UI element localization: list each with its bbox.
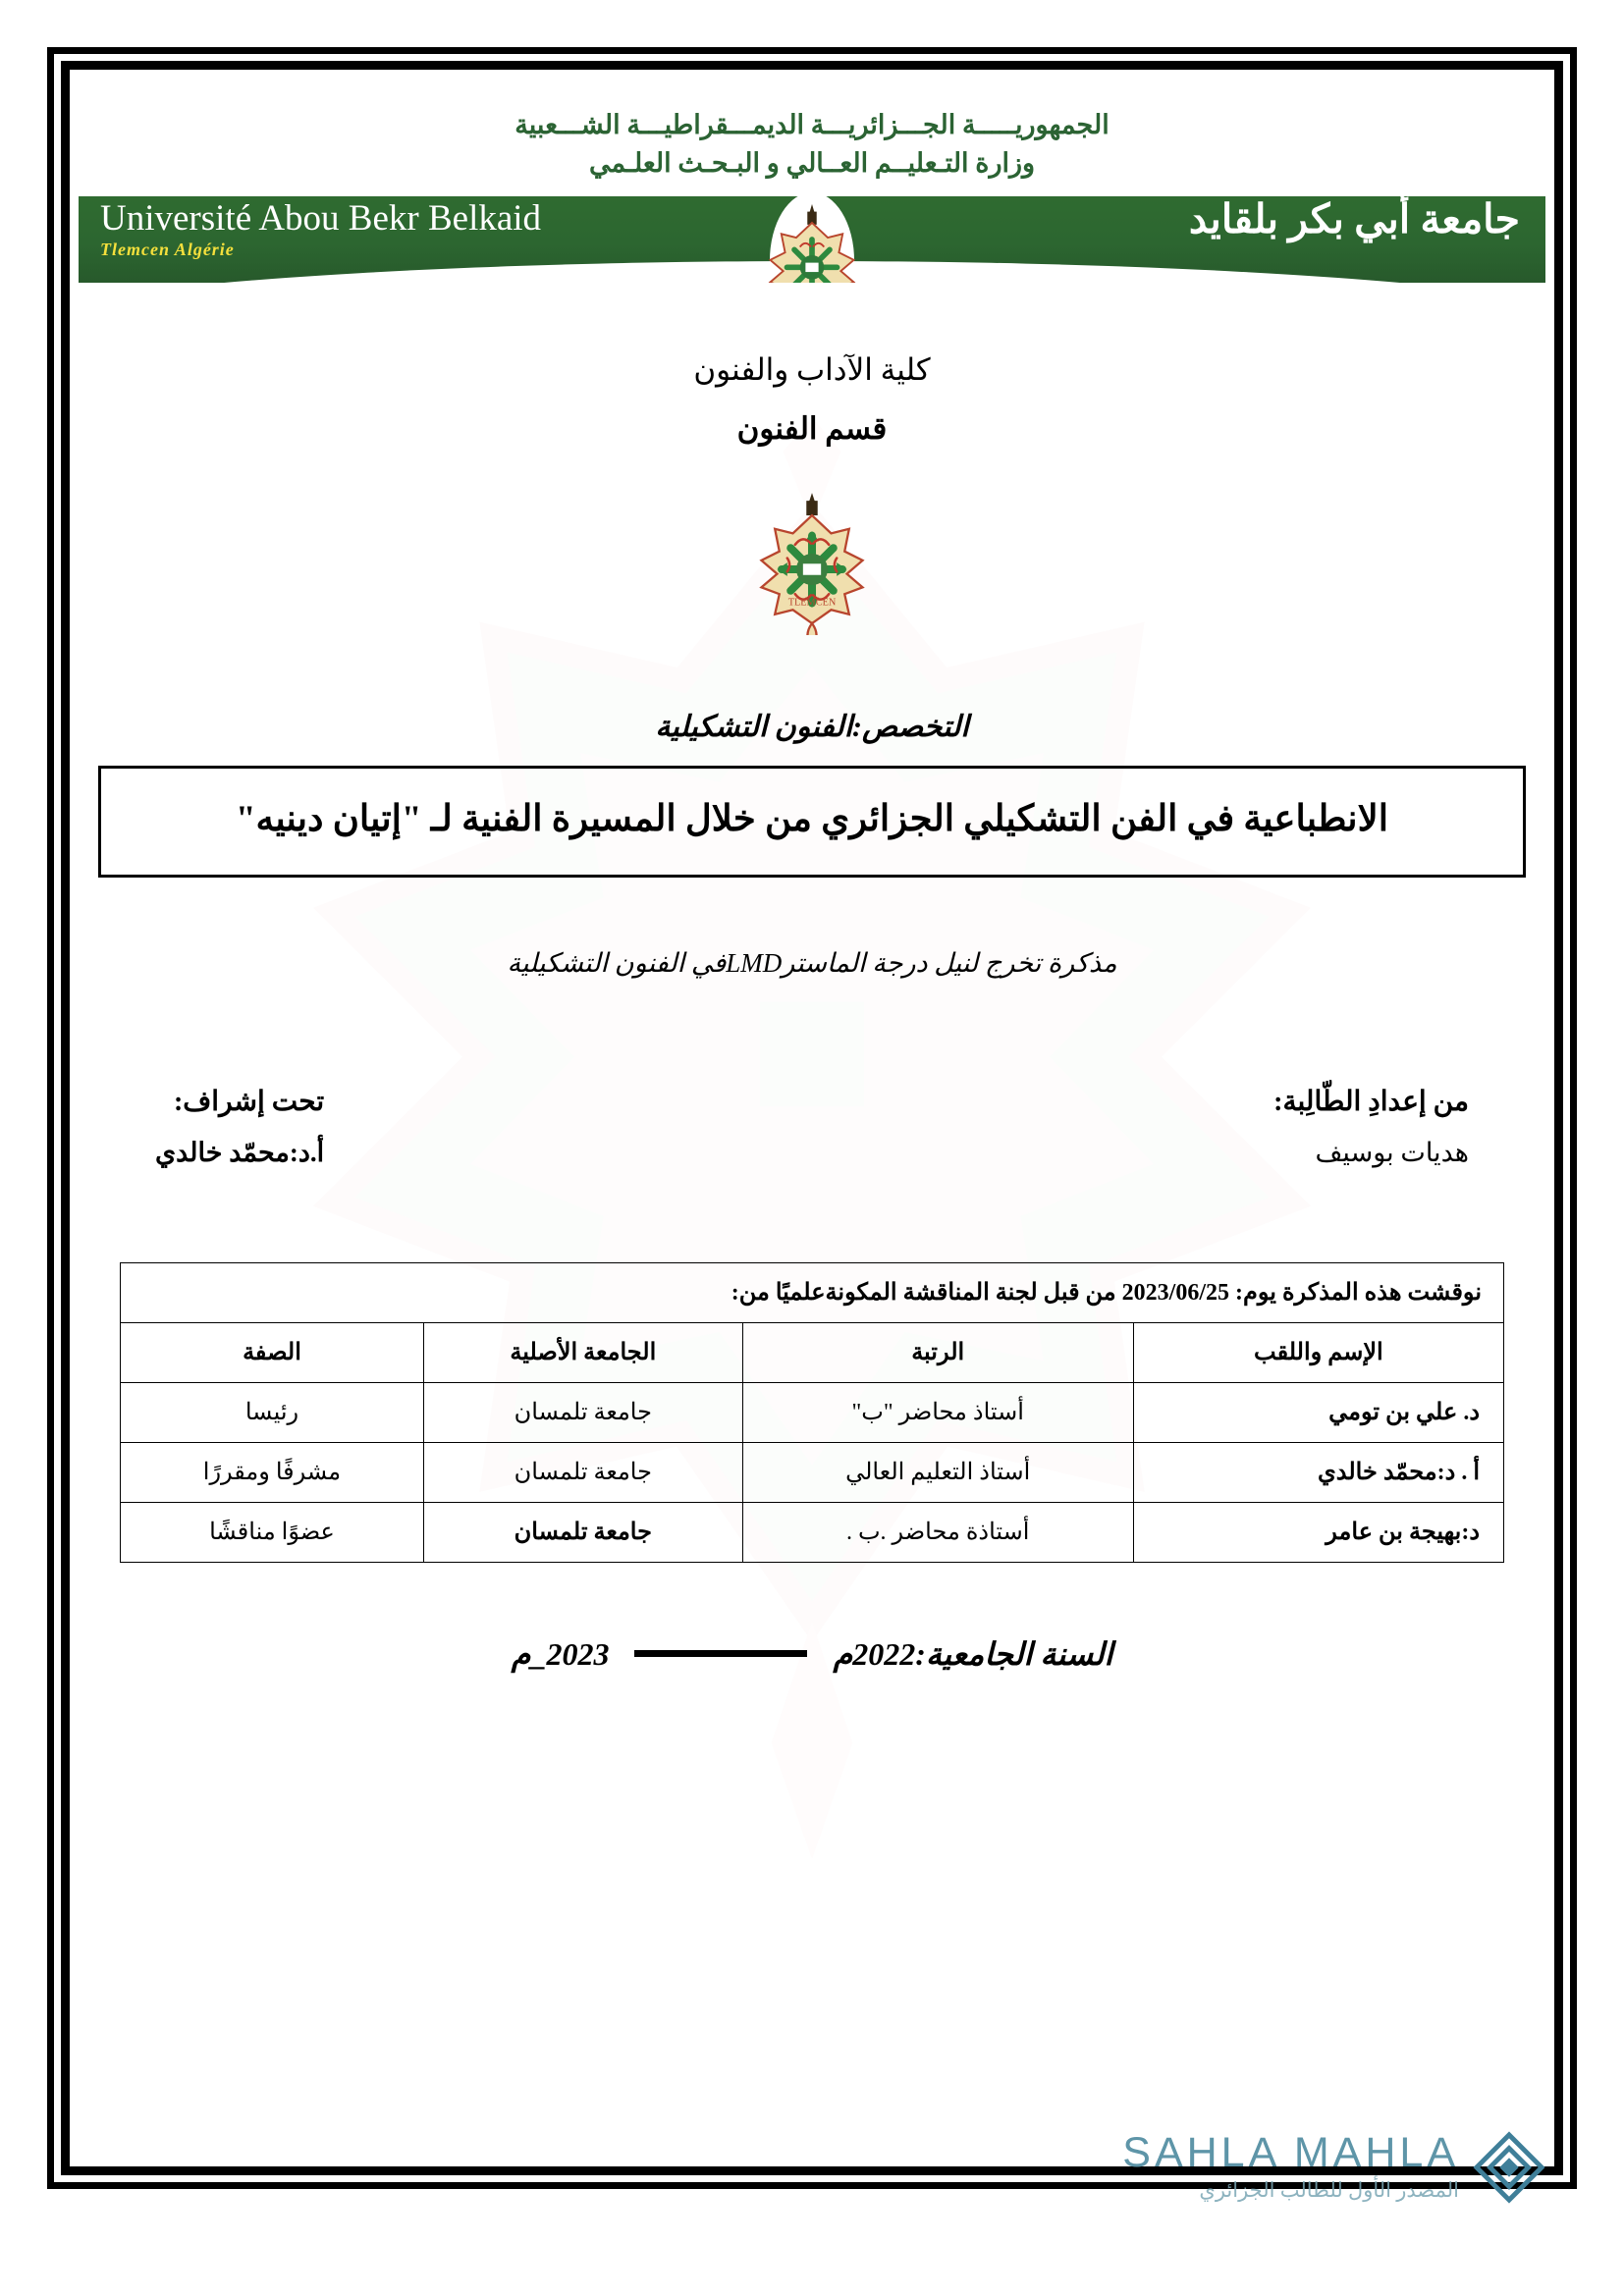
table-row xyxy=(121,1382,1504,1442)
university-name-arabic: جامعة أبي بكر بلقايد xyxy=(1188,196,1520,242)
jury-table xyxy=(120,1262,1504,1563)
academic-year-dash xyxy=(634,1650,807,1657)
faculty-department-block xyxy=(79,347,1545,447)
ministry-line: وزارة التـعليــم العــالي و البـحـث العلـمي xyxy=(588,148,1036,179)
author-name: هديات بوسيف xyxy=(1315,1137,1469,1167)
jury-header-row xyxy=(121,1322,1504,1382)
center-emblem-wrap xyxy=(79,488,1545,635)
faculty-name: كلية الآداب والفنون xyxy=(693,352,931,388)
jury-member-role: رئيسا xyxy=(121,1382,424,1442)
jury-member-rank: أستاذ التعليم العالي xyxy=(742,1442,1133,1502)
republic-line: الجمهوريـــــة الجـــزائريـــة الديمـــقراطيـــة الشـــعبية xyxy=(514,110,1110,139)
thesis-title-box xyxy=(98,766,1526,878)
jury-member-name: د. علي بن تومي xyxy=(1133,1382,1503,1442)
jury-member-university: جامعة تلمسان xyxy=(423,1442,742,1502)
jury-member-university: جامعة تلمسان xyxy=(423,1382,742,1442)
academic-year-start: السنة الجامعية:2022م xyxy=(833,1635,1113,1672)
degree-statement xyxy=(79,948,1545,979)
specialization-line: التخصص:الفنون التشكيلية xyxy=(655,710,969,743)
table-row xyxy=(121,1502,1504,1562)
degree-program-code: LMD xyxy=(726,947,783,978)
jury-member-role: مشرفًا ومقررًا xyxy=(121,1442,424,1502)
jury-header-rank: الرتبة xyxy=(742,1322,1133,1382)
university-emblem-icon xyxy=(761,198,863,283)
university-location-french: Tlemcen Algérie xyxy=(100,240,235,260)
cover-content xyxy=(79,79,1545,2158)
supervisor-label: تحت إشراف: xyxy=(173,1086,325,1117)
sahla-mahla-title: SAHLA MAHLA xyxy=(1122,2129,1459,2176)
jury-caption-row xyxy=(121,1262,1504,1322)
degree-prefix: مذكرة تخرج لنيل درجة الماستر xyxy=(782,947,1117,978)
university-name-french: Université Abou Bekr Belkaid xyxy=(100,198,542,240)
academic-year-end: 2023_م xyxy=(511,1635,610,1672)
banner-french-block xyxy=(79,196,541,260)
author-label: من إعدادِ الطّالِبة: xyxy=(1273,1086,1469,1117)
academic-year-row xyxy=(79,1635,1545,1673)
university-banner xyxy=(79,196,1545,283)
emblem-caption: TLEMCEN xyxy=(787,597,837,609)
jury-member-rank: أستاذ محاضر "ب" xyxy=(742,1382,1133,1442)
table-row xyxy=(121,1442,1504,1502)
jury-member-rank: أستاذة محاضر .ب . xyxy=(742,1502,1133,1562)
jury-header-university: الجامعة الأصلية xyxy=(423,1322,742,1382)
jury-caption: نوقشت هذه المذكرة يوم: 2023/06/25 من قبل لجنة المناقشة المكونةعلميًا من: xyxy=(121,1262,1504,1322)
jury-header-role: الصفة xyxy=(121,1322,424,1382)
jury-member-name: د:بهيجة بن عامر xyxy=(1133,1502,1503,1562)
jury-member-role: عضوًا مناقشًا xyxy=(121,1502,424,1562)
sahla-mahla-watermark xyxy=(1122,2129,1547,2206)
ministry-header xyxy=(79,79,1545,183)
jury-section xyxy=(120,1262,1504,1563)
department-name: قسم الفنون xyxy=(736,410,888,446)
university-emblem-icon xyxy=(750,488,874,635)
thesis-title: الانطباعية في الفن التشكيلي الجزائري من خلال المسيرة الفنية لـ "إتيان دينيه" xyxy=(236,798,1388,839)
supervisor-block xyxy=(155,1085,324,1168)
jury-member-university: جامعة تلمسان xyxy=(423,1502,742,1562)
author-block xyxy=(1273,1085,1469,1168)
sahla-mahla-tagline: المصدر الأول للطالب الجزائري xyxy=(1199,2178,1459,2202)
supervisor-name: أ.د:محمّد خالدي xyxy=(155,1137,325,1167)
degree-suffix: في الفنون التشكيلية xyxy=(507,947,727,978)
jury-header-name: الإسم واللقب xyxy=(1133,1322,1503,1382)
sahla-mahla-text-block xyxy=(1122,2129,1459,2203)
author-supervisor-row xyxy=(79,1085,1545,1168)
sahla-mahla-diamond-icon xyxy=(1471,2129,1547,2206)
jury-member-name: أ . د:محمّد خالدي xyxy=(1133,1442,1503,1502)
banner-arabic-block xyxy=(1189,196,1545,240)
